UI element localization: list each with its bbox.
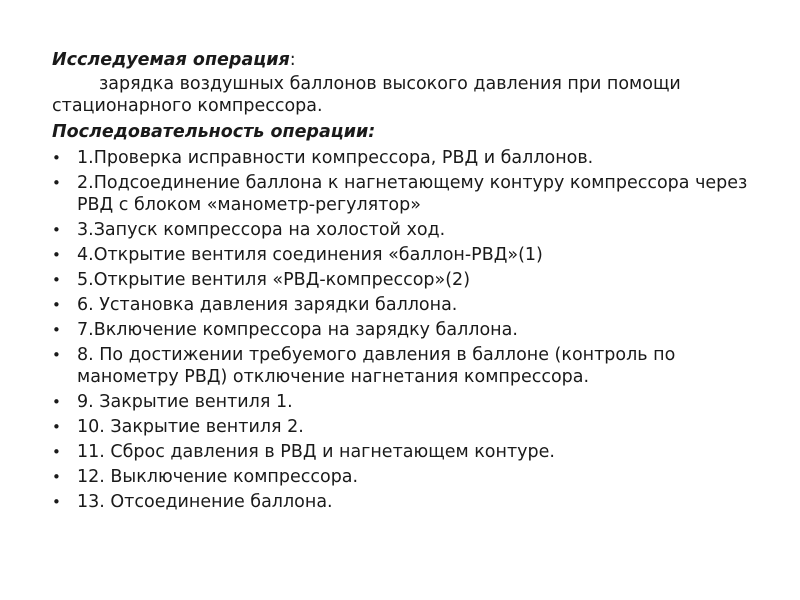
step-text: 2.Подсоединение баллона к нагнетающему контуру компрессора через РВД с блоком «манометр-регулятор»: [77, 173, 748, 215]
step-text: 7.Включение компрессора на зарядку баллона.: [77, 320, 518, 340]
bullet-icon: •: [52, 246, 61, 264]
operation-heading-colon: :: [289, 50, 296, 70]
step-text: 10. Закрытие вентиля 2.: [77, 417, 304, 437]
bullet-icon: •: [52, 418, 61, 436]
step-item: [52, 147, 762, 169]
bullet-icon: •: [52, 321, 61, 339]
slide-content: [52, 49, 762, 516]
step-item: [52, 466, 762, 488]
bullet-icon: •: [52, 174, 61, 192]
step-text: 6. Установка давления зарядки баллона.: [77, 295, 458, 315]
sequence-heading: Последовательность операции:: [52, 122, 376, 142]
step-text: 3.Запуск компрессора на холостой ход.: [77, 220, 446, 240]
step-text: 5.Открытие вентиля «РВД-компрессор»(2): [77, 270, 471, 290]
step-text: 12. Выключение компрессора.: [77, 467, 359, 487]
step-item: [52, 391, 762, 413]
step-text: 1.Проверка исправности компрессора, РВД и баллонов.: [77, 148, 594, 168]
step-item: [52, 416, 762, 438]
step-text: 4.Открытие вентиля соединения «баллон-РВД»(1): [77, 245, 543, 265]
step-text: 11. Сброс давления в РВД и нагнетающем контуре.: [77, 442, 555, 462]
bullet-icon: •: [52, 221, 61, 239]
operation-heading: [52, 49, 762, 73]
bullet-icon: •: [52, 443, 61, 461]
step-item: [52, 172, 762, 216]
bullet-icon: •: [52, 393, 61, 411]
step-text: 13. Отсоединение баллона.: [77, 492, 333, 512]
bullet-icon: •: [52, 149, 61, 167]
step-item: [52, 441, 762, 463]
step-item: [52, 491, 762, 513]
step-item: [52, 244, 762, 266]
bullet-icon: •: [52, 296, 61, 314]
step-item: [52, 269, 762, 291]
step-item: [52, 294, 762, 316]
bullet-icon: •: [52, 271, 61, 289]
step-text: 8. По достижении требуемого давления в баллоне (контроль по манометру РВД) отключение нагнетания компрессора.: [77, 345, 676, 387]
step-item: [52, 219, 762, 241]
bullet-icon: •: [52, 493, 61, 511]
step-item: [52, 319, 762, 341]
bullet-icon: •: [52, 468, 61, 486]
operation-heading-text: Исследуемая операция: [52, 50, 290, 70]
bullet-icon: •: [52, 346, 61, 364]
steps-list: [52, 147, 762, 513]
step-text: 9. Закрытие вентиля 1.: [77, 392, 293, 412]
step-item: [52, 344, 762, 388]
operation-description: зарядка воздушных баллонов высокого давления при помощи стационарного компрессора.: [52, 74, 681, 116]
